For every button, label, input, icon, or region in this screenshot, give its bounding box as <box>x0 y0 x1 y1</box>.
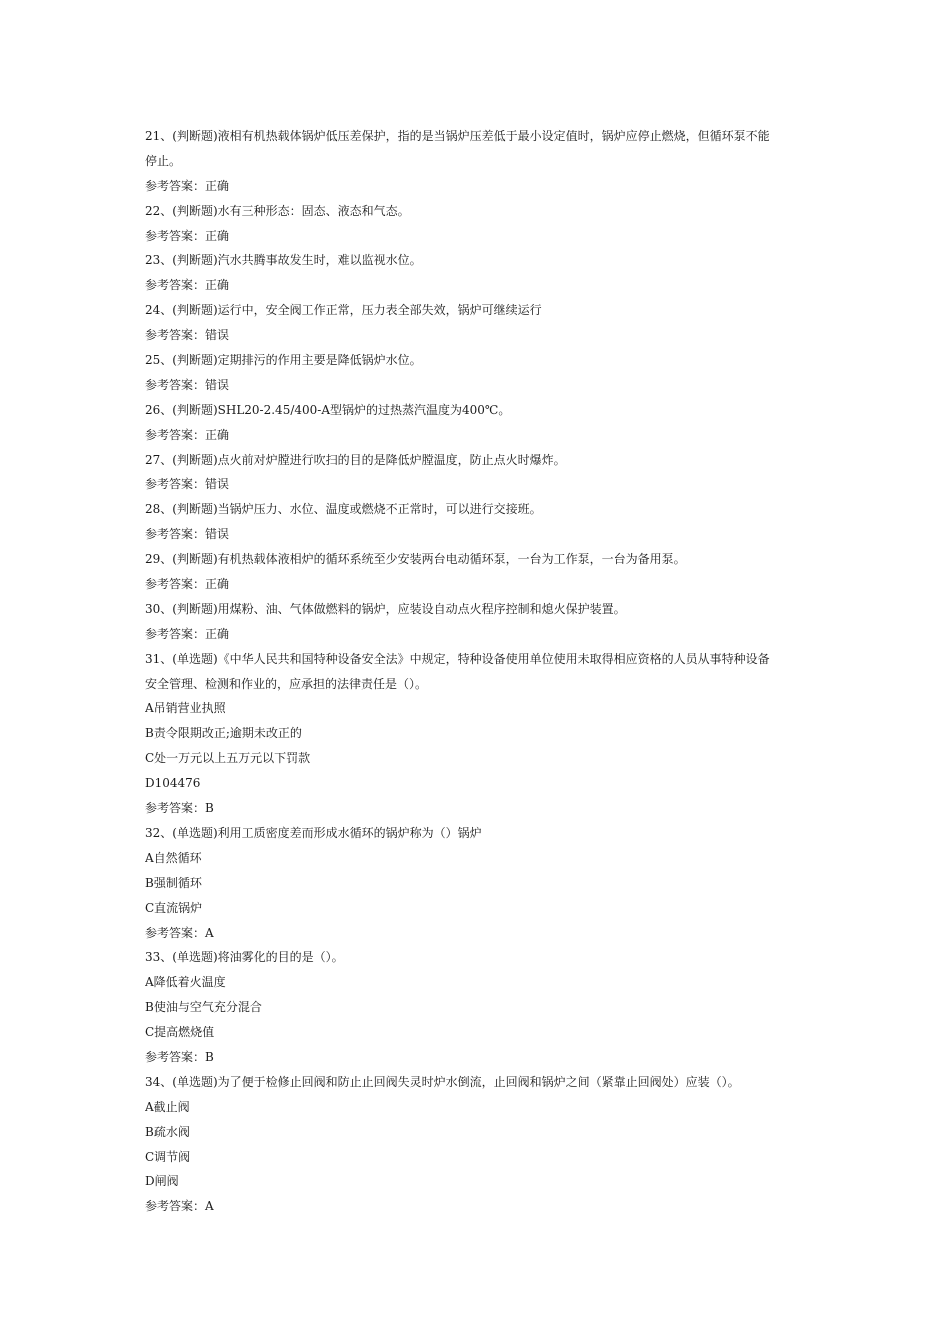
answer-line: 参考答案：A <box>145 1199 214 1214</box>
answer-line: 参考答案：B <box>145 1049 214 1064</box>
option-line: B使油与空气充分混合 <box>145 1000 262 1015</box>
option-line: A吊销营业执照 <box>145 701 226 716</box>
question-text: 25、(判断题)定期排污的作用主要是降低锅炉水位。 <box>145 353 422 368</box>
question-text-continued: 安全管理、检测和作业的，应承担的法律责任是（）。 <box>145 676 428 691</box>
question-text: 24、(判断题)运行中，安全阀工作正常，压力表全部失效，锅炉可继续运行 <box>145 303 542 318</box>
answer-line: 参考答案：正确 <box>145 626 230 641</box>
answer-line: 参考答案：错误 <box>145 377 230 392</box>
question-text: 26、(判断题)SHL20-2.45/400-A型锅炉的过热蒸汽温度为400℃。 <box>145 402 511 417</box>
question-text: 32、(单选题)利用工质密度差而形成水循环的锅炉称为（）锅炉 <box>145 825 482 840</box>
question-text: 23、(判断题)汽水共腾事故发生时，难以监视水位。 <box>145 253 422 268</box>
option-line: B强制循环 <box>145 875 202 890</box>
option-line: C处一万元以上五万元以下罚款 <box>145 751 311 766</box>
question-text: 31、(单选题)《中华人民共和国特种设备安全法》中规定，特种设备使用单位使用未取得相应资格的人员从事特种设备 <box>145 651 770 666</box>
answer-line: 参考答案：正确 <box>145 427 230 442</box>
option-line: B疏水阀 <box>145 1124 190 1139</box>
question-text: 34、(单选题)为了便于检修止回阀和防止止回阀失灵时炉水倒流，止回阀和锅炉之间（紧靠止回阀处）应装（）。 <box>145 1074 740 1089</box>
answer-line: 参考答案：A <box>145 925 214 940</box>
option-line: C调节阀 <box>145 1149 191 1164</box>
question-text: 28、(判断题)当锅炉压力、水位、温度或燃烧不正常时，可以进行交接班。 <box>145 502 542 517</box>
option-line: C直流锅炉 <box>145 900 203 915</box>
answer-line: 参考答案：正确 <box>145 278 230 293</box>
question-text-continued: 停止。 <box>145 153 182 168</box>
answer-line: 参考答案：错误 <box>145 477 230 492</box>
answer-line: 参考答案：正确 <box>145 577 230 592</box>
option-line: C提高燃烧值 <box>145 1025 215 1040</box>
question-text: 33、(单选题)将油雾化的目的是（）。 <box>145 950 344 965</box>
option-line: D闸阀 <box>145 1174 179 1189</box>
option-line: D104476 <box>145 776 201 791</box>
question-text: 22、(判断题)水有三种形态：固态、液态和气态。 <box>145 203 410 218</box>
option-line: A降低着火温度 <box>145 975 226 990</box>
answer-line: 参考答案：正确 <box>145 228 230 243</box>
option-line: A自然循环 <box>145 850 202 865</box>
question-text: 21、(判断题)液相有机热载体锅炉低压差保护，指的是当锅炉压差低于最小设定值时，锅炉应停止燃烧，但循环泵不能 <box>145 129 770 143</box>
question-text: 29、(判断题)有机热载体液相炉的循环系统至少安装两台电动循环泵，一台为工作泵，一台为备用泵。 <box>145 552 686 567</box>
question-text: 30、(判断题)用煤粉、油、气体做燃料的锅炉，应装设自动点火程序控制和熄火保护装置。 <box>145 601 626 616</box>
option-line: A截止阀 <box>145 1099 190 1114</box>
answer-line: 参考答案：错误 <box>145 527 230 542</box>
document-body <box>145 124 815 1219</box>
option-line: B责令限期改正;逾期未改正的 <box>145 726 302 741</box>
answer-line: 参考答案：错误 <box>145 328 230 343</box>
answer-line: 参考答案：正确 <box>145 178 230 193</box>
question-text: 27、(判断题)点火前对炉膛进行吹扫的目的是降低炉膛温度，防止点火时爆炸。 <box>145 452 566 467</box>
answer-line: 参考答案：B <box>145 801 214 816</box>
